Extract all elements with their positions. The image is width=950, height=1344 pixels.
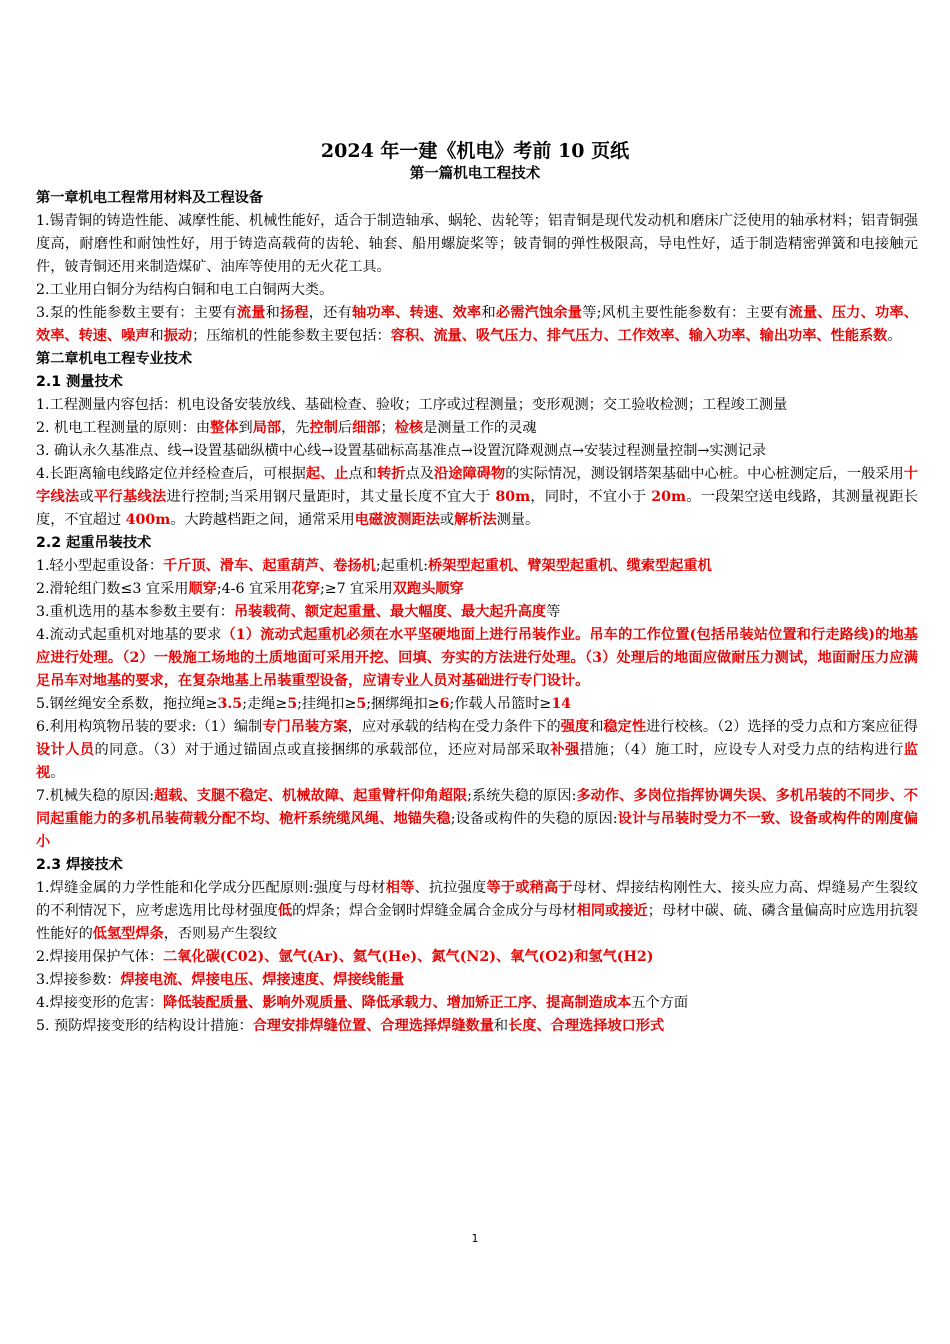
highlighted-text: 吊装载荷、额定起重量、最大幅度、最大起升高度 [233,604,547,620]
paragraph [36,417,918,440]
paragraph [36,877,918,946]
paragraph-text: ;系统失稳的原因: [467,788,577,804]
paragraph-text: 进行校核。（2）选择的受力点和方案应征得 [646,719,918,735]
highlighted-text: 专门吊装方案 [262,719,348,735]
highlighted-text: 整体 [210,420,239,436]
highlighted-text: 监视 [36,742,918,781]
paragraph-text: ;起重机: [375,558,428,574]
paragraph-text: 1.锡青铜的铸造性能、减摩性能、机械性能好，适合于制造轴承、蜗轮、齿轮等；铝青铜是现代发动机和磨床广泛使用的轴承材料；铝青铜强度高，耐磨性和耐蚀性好，用于铸造高载荷的齿轮、轴套、船用螺旋桨等；铍青铜的弹性极限高，导电性好，适于制造精密弹簧和电接触元件，铍青铜还用来制造煤矿、油库等使用的无火花工具。 [36,213,918,275]
paragraph-text: 3.泵的性能参数主要有：主要有 [36,305,237,321]
highlighted-text: 稳定性 [603,719,647,735]
section-heading: 2.2 起重吊装技术 [36,535,152,551]
highlighted-text: 沿途障碍物 [434,466,506,482]
highlighted-text: 流量 [236,305,266,321]
paragraph [36,210,918,279]
paragraph-text: 2.焊接用保护气体： [36,949,164,965]
paragraph-text: 措施；（4）施工时，应设专人对受力点的结构进行 [579,742,904,758]
paragraph-text: ，还有 [308,305,352,321]
section-heading: 2.1 测量技术 [36,374,123,390]
paragraph [36,624,918,693]
paragraph [36,578,918,601]
highlighted-text: 必需汽蚀余量 [495,305,583,321]
paragraph-text: 五个方面 [631,995,689,1011]
paragraph-text: ;走绳≥ [242,696,288,712]
highlighted-text: 低 [277,903,293,919]
paragraph [36,1015,918,1038]
paragraph-text: 到 [238,420,253,436]
paragraph-text: 2.滑轮组门数≤3 宜采用 [36,581,189,597]
paragraph-text: 1.工程测量内容包括：机电设备安装放线、基础检查、验收；工序或过程测量；变形观测；交工验收检测；工程竣工测量 [36,397,788,413]
paragraph-text: ，否则易产生裂纹 [163,926,278,942]
highlighted-text: 解析法 [454,512,497,528]
highlighted-text: 轴功率、转速、效率 [351,305,482,321]
paragraph-text: 进行控制;当采用钢尺量距时，其丈量长度不宜大于 [166,489,496,505]
section-heading: 第二章机电工程专业技术 [36,351,193,367]
paragraph-text: 。 [887,328,902,344]
paragraph-text: 的实际情况，测设钢塔架基础中心桩。中心桩测定后，一般采用 [505,466,904,482]
highlighted-text: 平行基线法 [94,489,167,505]
highlighted-text: 细部 [352,420,381,436]
paragraph-text: 等;风机主要性能参数有：主要有 [582,305,789,321]
highlighted-text: 80m [495,489,531,505]
paragraph-text: 或 [439,512,455,528]
paragraph-text: ;4-6 宜采用 [216,581,292,597]
highlighted-text: 3.5 [217,696,243,712]
paragraph-text: ； [380,420,395,436]
paragraph [36,463,918,532]
highlighted-text: 降低装配质量、影响外观质量、降低承载力、增加矫正工序、提高制造成本 [163,995,632,1011]
paragraph-text: 3.重机选用的基本参数主要有： [36,604,234,620]
paragraph [36,394,918,417]
paragraph-text: ，应对承载的结构在受力条件下的 [347,719,561,735]
highlighted-text: 焊接电流、焊接电压、焊接速度、焊接线能量 [120,972,405,988]
paragraph [36,693,918,716]
highlighted-text: 补强 [550,742,580,758]
highlighted-text: 相等 [385,880,415,896]
paragraph-text: 和 [481,305,496,321]
paragraph-text: ，先 [281,420,310,436]
paragraph-text: 3. 确认永久基准点、线→设置基础纵横中心线→设置基础标高基准点→设置沉降观测点→安装过程测量控制→实测记录 [36,443,767,459]
paragraph-text: 。一段架空送电线路，其测量视距长度，不宜超过 [36,489,918,528]
paragraph-text: 点及 [405,466,434,482]
highlighted-text: 相同或接近 [576,903,648,919]
highlighted-text: 5 [356,696,367,712]
paragraph [36,440,918,463]
paragraph-text: 4.焊接变形的危害： [36,995,164,1011]
paragraph-text: 和 [265,305,280,321]
highlighted-text: 设计人员 [36,742,95,758]
highlighted-text: 扬程 [279,305,309,321]
section-heading: 2.3 焊接技术 [36,857,123,873]
paragraph-text: ;≥7 宜采用 [319,581,393,597]
paragraph [36,302,918,348]
paragraph-text: ，同时，不宜小于 [530,489,652,505]
highlighted-text: 20m [651,489,686,505]
highlighted-text: 电磁波测距法 [354,512,440,528]
highlighted-text: 二氧化碳(C02)、氩气(Ar)、氦气(He)、氮气(N2)、氧气(O2)和氢气(H2) [163,949,654,965]
highlighted-text: 检核 [394,420,424,436]
highlighted-text: 5 [287,696,298,712]
paragraph-text: 3.焊接参数： [36,972,121,988]
paragraph-text: ；母材中碳、硫、磷含量偏高时应选用抗裂性能好的 [36,903,918,942]
highlighted-text: 低氢型焊条 [92,926,164,942]
paragraph-text: 测量。 [496,512,540,528]
paragraph [36,279,918,302]
highlighted-text: 花穿 [291,581,320,597]
highlighted-text: 多动作、多岗位指挥协调失误、多机吊装的不同步、不同起重能力的多机吊装荷载分配不均、桅杆系统缆风绳、地锚失稳 [36,788,918,827]
paragraph-text: ;设备或构件的失稳的原因: [450,811,618,827]
paragraph-text: 2. 机电工程测量的原则：由 [36,420,211,436]
highlighted-text: 流量、压力、功率、效率、转速、噪声 [36,305,918,344]
paragraph-text: 。大跨越档距之间，通常采用 [170,512,355,528]
paragraph-text: 是测量工作的灵魂 [423,420,537,436]
paragraph-text: 的同意。（3）对于通过锚固点或直接捆绑的承载部位，还应对局部采取 [94,742,551,758]
paragraph-text: 4.流动式起重机对地基的要求 [36,627,222,643]
paragraph-text: 和 [149,328,164,344]
highlighted-text: 强度 [560,719,590,735]
highlighted-text: 控制 [309,420,338,436]
paragraph-text: 1.焊缝金属的力学性能和化学成分匹配原则:强度与母材 [36,880,386,896]
paragraph-text: ；压缩机的性能参数主要包括： [192,328,391,344]
page-subtitle: 第一篇机电工程技术 [409,165,541,182]
highlighted-text: 合理安排焊缝位置、合理选择焊缝数量 [252,1018,494,1034]
highlighted-text: 顺穿 [188,581,217,597]
paragraph-text: 5.钢丝绳安全系数，拖拉绳≥ [36,696,218,712]
highlighted-text: 6 [439,696,450,712]
paragraph [36,601,918,624]
highlighted-text: 局部 [252,420,282,436]
paragraph-text: 等 [546,604,561,620]
paragraph [36,946,918,969]
highlighted-text: 十字线法 [36,466,918,505]
paragraph-text: 2.工业用白铜分为结构白铜和电工白铜两大类。 [36,282,334,298]
paragraph-text: ;作载人吊篮时≥ [449,696,552,712]
paragraph-text: 或 [79,489,94,505]
paragraph-text: 4.长距离输电线路定位并经检查后，可根据 [36,466,306,482]
highlighted-text: 容积、流量、吸气压力、排气压力、工作效率、输入功率、输出功率、性能系数 [390,328,888,344]
paragraph-text: 和 [589,719,604,735]
highlighted-text: 设计与吊装时受力不一致、设备或构件的刚度偏小 [36,811,918,850]
paragraph [36,992,918,1015]
paragraph-text: 5. 预防焊接变形的结构设计措施： [36,1018,253,1034]
document-content [36,187,918,1038]
paragraph-text: 7.机械失稳的原因: [36,788,154,804]
page-number: 1 [471,1232,479,1245]
section-heading: 第一章机电工程常用材料及工程设备 [36,190,264,206]
paragraph-text: 6.利用构筑物吊装的要求:（1）编制 [36,719,263,735]
paragraph-text: 后 [337,420,353,436]
highlighted-text: 14 [551,696,572,712]
highlighted-text: 双跑头顺穿 [392,581,464,597]
highlighted-text: 超载、支腿不稳定、机械故障、起重臂杆仰角超限 [154,788,468,804]
paragraph-text: 点和 [348,466,378,482]
paragraph [36,555,918,578]
highlighted-text: 起、止 [305,466,349,482]
paragraph [36,716,918,785]
highlighted-text: （1）流动式起重机必须在水平坚硬地面上进行吊装作业。吊车的工作位置(包括吊装站位置和行走路线)的地基应进行处理。（2）一般施工场地的土质地面可采用开挖、回填、夯实的方法进行处理。（3）处理后的地面应做耐压力测试，地面耐压力应满足吊车对地基的要求，在复杂地基上吊装重型设备，应请专业人员对基础进行专门设计。 [36,627,918,689]
highlighted-text: 400m [125,512,171,528]
paragraph-text: 和 [493,1018,509,1034]
page-title: 2024 年一建《机电》考前 10 页纸 [320,140,630,162]
highlighted-text: 千斤顶、滑车、起重葫芦、卷扬机 [163,558,376,574]
paragraph-text: 1.轻小型起重设备： [36,558,164,574]
highlighted-text: 转折 [377,466,406,482]
highlighted-text: 振动 [163,328,193,344]
highlighted-text: 等于或稍高于 [486,880,573,896]
paragraph-text: 、抗拉强度 [414,880,487,896]
paragraph-text: 的焊条；焊合金钢时焊缝金属合金成分与母材 [292,903,577,919]
paragraph-text: ;挂绳扣≥ [297,696,357,712]
paragraph [36,785,918,854]
highlighted-text: 长度、合理选择坡口形式 [508,1018,665,1034]
paragraph-text: 。 [50,765,65,781]
paragraph-text: ;捆绑绳扣≥ [366,696,440,712]
highlighted-text: 桥架型起重机、臂架型起重机、缆索型起重机 [428,558,712,574]
paragraph [36,969,918,992]
paragraph-text: 母材、焊接结构刚性大、接头应力高、焊缝易产生裂纹的不利情况下，应考虑选用比母材强度 [36,880,918,919]
